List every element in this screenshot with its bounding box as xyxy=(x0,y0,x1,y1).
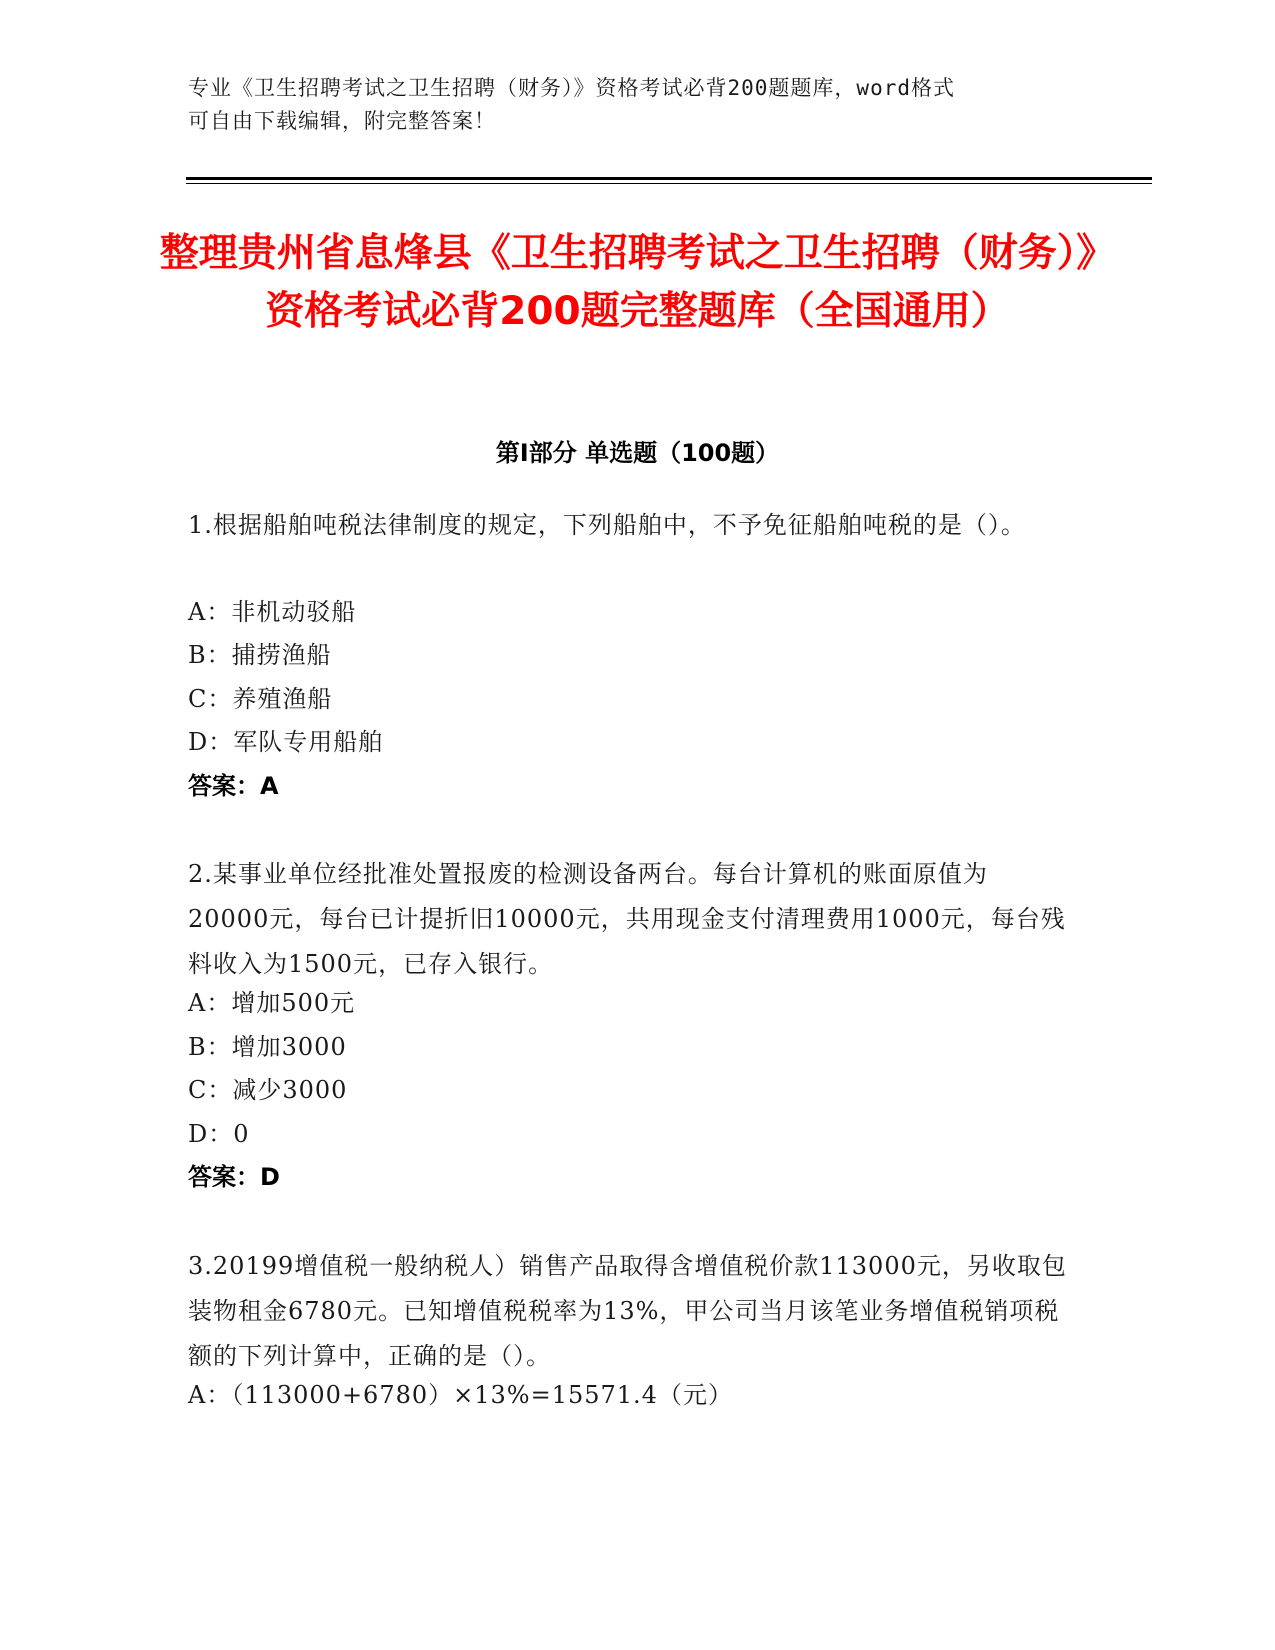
question-2-option-d: D：0 xyxy=(188,1120,250,1148)
question-3-text: 3.20199增值税一般纳税人）销售产品取得含增值税价款113000元，另收取包装物租金6780元。已知增值税税率为13%，甲公司当月该笔业务增值税销项税额的下列计算中，正确的是（）。 xyxy=(188,1252,1067,1370)
question-2-answer: 答案：D xyxy=(188,1163,280,1191)
question-1-answer: 答案：A xyxy=(188,772,279,800)
question-3-option-a: A：（113000+6780）×13%=15571.4（元） xyxy=(188,1381,733,1409)
question-1-text: 1.根据船舶吨税法律制度的规定，下列船舶中，不予免征船舶吨税的是（）。 xyxy=(188,511,1026,539)
header-rule-thin xyxy=(186,183,1152,184)
question-2-option-c: C：减少3000 xyxy=(188,1076,348,1104)
header-rule-thick xyxy=(186,177,1152,180)
header-note xyxy=(188,72,1068,138)
header-note-line-1: 专业《卫生招聘考试之卫生招聘（财务）》资格考试必背200题题库，word格式 xyxy=(188,76,955,100)
question-1-option-b: B：捕捞渔船 xyxy=(188,641,332,669)
question-2-option-b: B：增加3000 xyxy=(188,1033,347,1061)
question-2-option-a: A：增加500元 xyxy=(188,989,356,1017)
question-1-option-d: D：军队专用船舶 xyxy=(188,728,384,756)
document-title: 整理贵州省息烽县《卫生招聘考试之卫生招聘（财务）》资格考试必背200题完整题库（全国通用） xyxy=(159,231,1116,334)
header-note-line-2: 可自由下载编辑，附完整答案！ xyxy=(188,109,496,133)
question-1-option-a: A：非机动驳船 xyxy=(188,598,357,626)
question-1-option-c: C：养殖渔船 xyxy=(188,685,333,713)
section-heading: 第Ⅰ部分 单选题（100题） xyxy=(495,439,780,467)
question-2-text: 2.某事业单位经批准处置报废的检测设备两台。每台计算机的账面原值为20000元，每台已计提折旧10000元，共用现金支付清理费用1000元，每台残料收入为1500元，已存入银行。 xyxy=(188,860,1066,978)
